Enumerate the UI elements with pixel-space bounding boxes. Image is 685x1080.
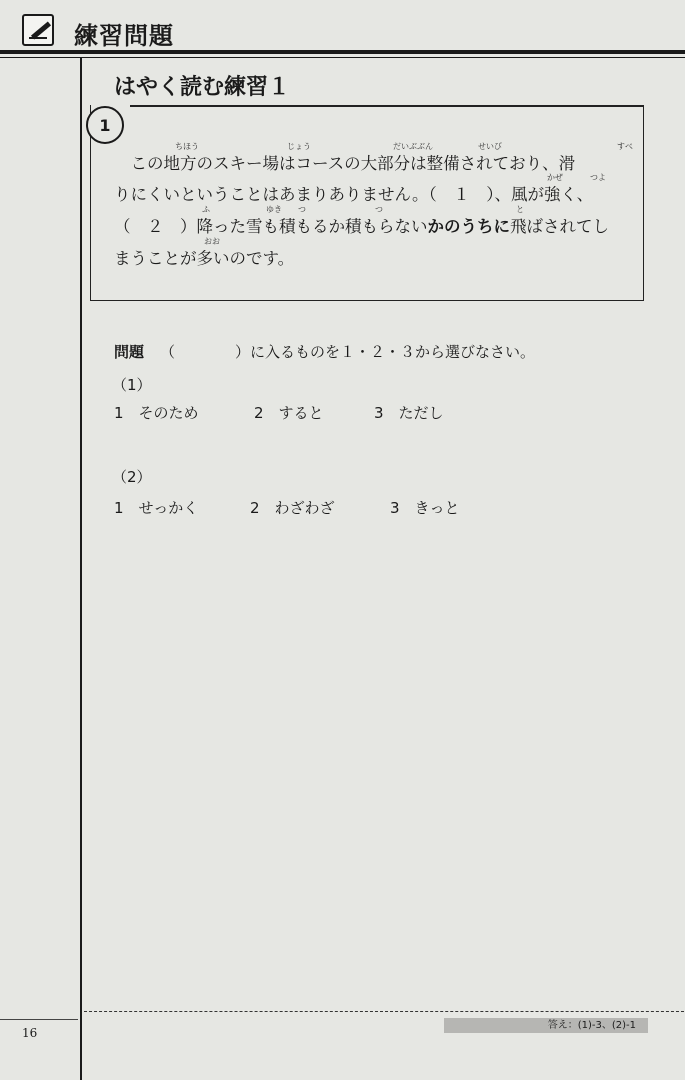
answer-key: 答え：(1)-3、(2)-1	[444, 1018, 648, 1033]
furigana: ふ	[202, 205, 210, 214]
passage-line-2: りにくいということはあまりありません。（ １ ）、風が強く、	[114, 185, 594, 204]
furigana: と	[516, 205, 524, 214]
answer-option: 1 そのため	[114, 404, 199, 422]
header-rule-thin	[0, 57, 685, 58]
passage-line-3-end: 飛ばされてし	[510, 217, 609, 236]
furigana: せいび	[478, 142, 502, 151]
furigana: ゆき	[266, 205, 282, 214]
answer-option: 3 きっと	[390, 499, 460, 517]
question-item-label: （1）	[112, 376, 152, 394]
furigana: だいぶぶん	[393, 142, 433, 151]
pencil-note-icon	[22, 14, 54, 46]
section-title: はやく読む練習１	[114, 75, 291, 100]
passage-line-4: まうことが多いのです。	[114, 249, 295, 268]
passage-line-3	[114, 213, 634, 237]
header-rule	[0, 50, 685, 54]
furigana: つ	[375, 205, 383, 214]
passage-box-top	[130, 105, 644, 107]
question-text: （ ）に入るものを１・２・３から選びなさい。	[160, 343, 536, 361]
question-item-label: （2）	[112, 468, 152, 486]
answer-option: 2 わざわざ	[250, 499, 335, 517]
furigana: つよ	[590, 173, 606, 182]
answer-option: 1 せっかく	[114, 499, 199, 517]
passage-line-3-bold: かのうちに	[427, 217, 510, 236]
passage-line-3-start: （ ２ ）降った雪も積もるか積もらない	[114, 217, 428, 236]
page-number-rule	[0, 1019, 78, 1020]
page-title: 練習問題	[74, 22, 174, 50]
furigana: すべ	[617, 142, 633, 151]
page-number: 16	[22, 1026, 38, 1040]
furigana: じょう	[287, 142, 311, 151]
furigana: つ	[298, 205, 306, 214]
footer-dashed-rule	[84, 1011, 684, 1012]
margin-line	[80, 58, 82, 1080]
passage-line-1: この地方のスキー場はコースの大部分は整備されており、滑	[114, 154, 576, 173]
furigana: ちほう	[175, 142, 199, 151]
question-label: 問題	[114, 343, 145, 361]
answer-option: 2 すると	[254, 404, 324, 422]
furigana: おお	[204, 237, 220, 246]
furigana: かぜ	[547, 173, 563, 182]
answer-option: 3 ただし	[374, 404, 444, 422]
passage-number-badge: 1	[86, 106, 124, 144]
